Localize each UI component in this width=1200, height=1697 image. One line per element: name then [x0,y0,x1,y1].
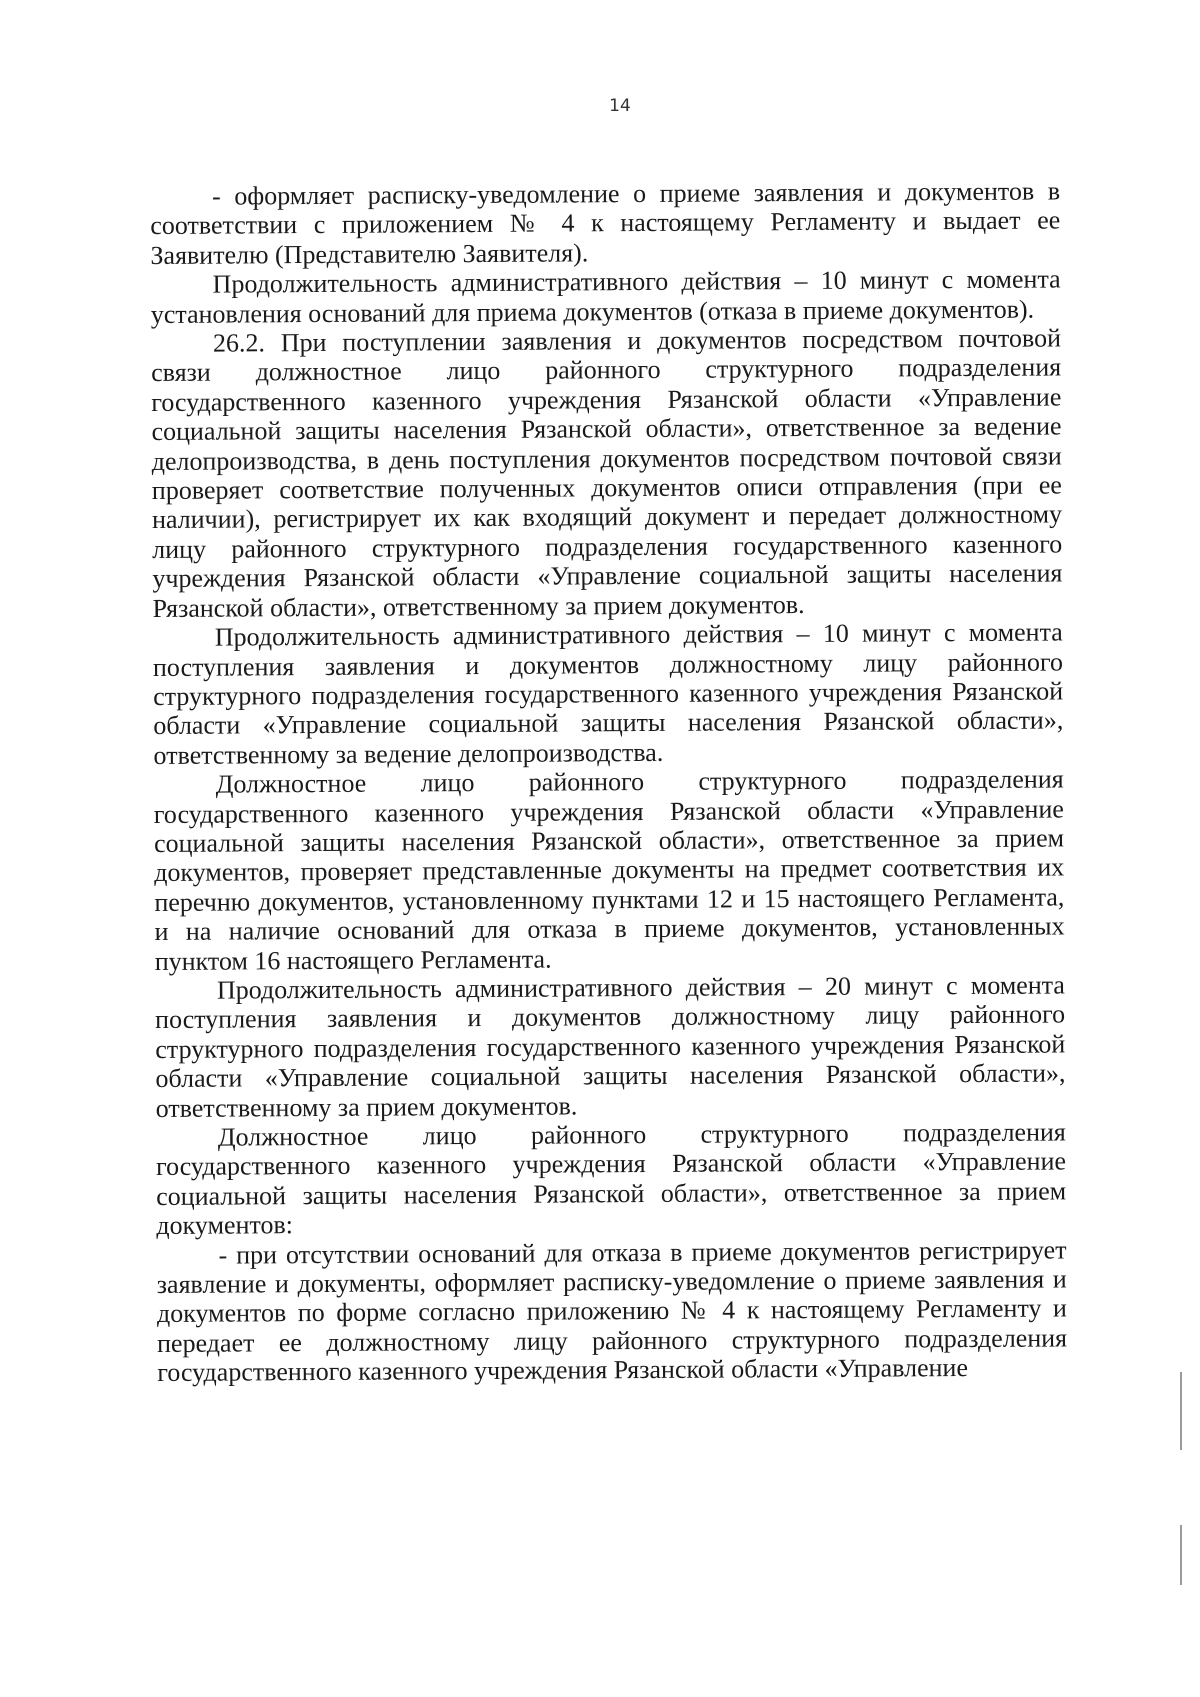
paragraph-26-2-postal-receipt: 26.2. При поступлении заявления и документов посредством почтовой связи должностное лицо районного структурного подразделения государственного казенного учреждения Рязанской области «Управление социальной защиты населения Рязанской области», ответственное за ведение делопроизводства, в день поступления документов посредством почтовой связи проверяет соответствие полученных документов описи отправления (при ее наличии), регистрирует их как входящий документ и передает должностному лицу районного структурного подразделения государственного казенного учреждения Рязанской области «Управление социальной защиты населения Рязанской области», ответственному за прием документов. [151,323,1063,623]
paragraph-duration-10-min-records: Продолжительность административного действия – 10 минут с момента поступления заявления и документов должностному лицу районного структурного подразделения государственного казенного учреждения Рязанской области «Управление социальной защиты населения Рязанской области», ответственному за ведение делопроизводства. [152,617,1064,770]
paragraph-official-responsible: Должностное лицо районного структурного подразделения государственного казенного учреждения Рязанской области «Управление социальной защиты населения Рязанской области», ответственное за прием документов: [155,1117,1067,1241]
paragraph-official-checks-documents: Должностное лицо районного структурного подразделения государственного казенного учреждения Рязанской области «Управление социальной защиты населения Рязанской области», ответственное за прием документов, проверяет представленные документы на предмет соответствия их перечню документов, установленному пунктами 12 и 15 настоящего Регламента, и на наличие оснований для отказа в приеме документов, установленных пунктом 16 настоящего Регламента. [153,764,1065,976]
scan-edge-mark-upper [1180,1372,1182,1450]
paragraph-no-grounds-register: - при отсутствии оснований для отказа в приеме документов регистрирует заявление и документы, оформляет расписку-уведомление о приеме заявления и документов по форме согласно приложению № 4 к настоящему Регламенту и передает ее должностному лицу районного структурного подразделения государственного казенного учреждения Рязанской области «Управление [156,1235,1068,1388]
paragraph-duration-20-min: Продолжительность административного действия – 20 минут с момента поступления заявления и документов должностному лицу районного структурного подразделения государственного казенного учреждения Рязанской области «Управление социальной защиты населения Рязанской области», ответственному за прием документов. [155,970,1066,1123]
document-body [150,176,1067,1387]
paragraph-issue-receipt: - оформляет расписку-уведомление о приеме заявления и документов в соответствии с приложением № 4 к настоящему Регламенту и выдает ее Заявителю (Представителю Заявителя). [150,176,1061,270]
scan-edge-mark-lower [1180,1525,1182,1585]
paragraph-duration-10-min-grounds: Продолжительность административного действия – 10 минут с момента установления оснований для приема документов (отказа в приеме документов). [150,264,1061,329]
page-number: 14 [609,96,631,116]
